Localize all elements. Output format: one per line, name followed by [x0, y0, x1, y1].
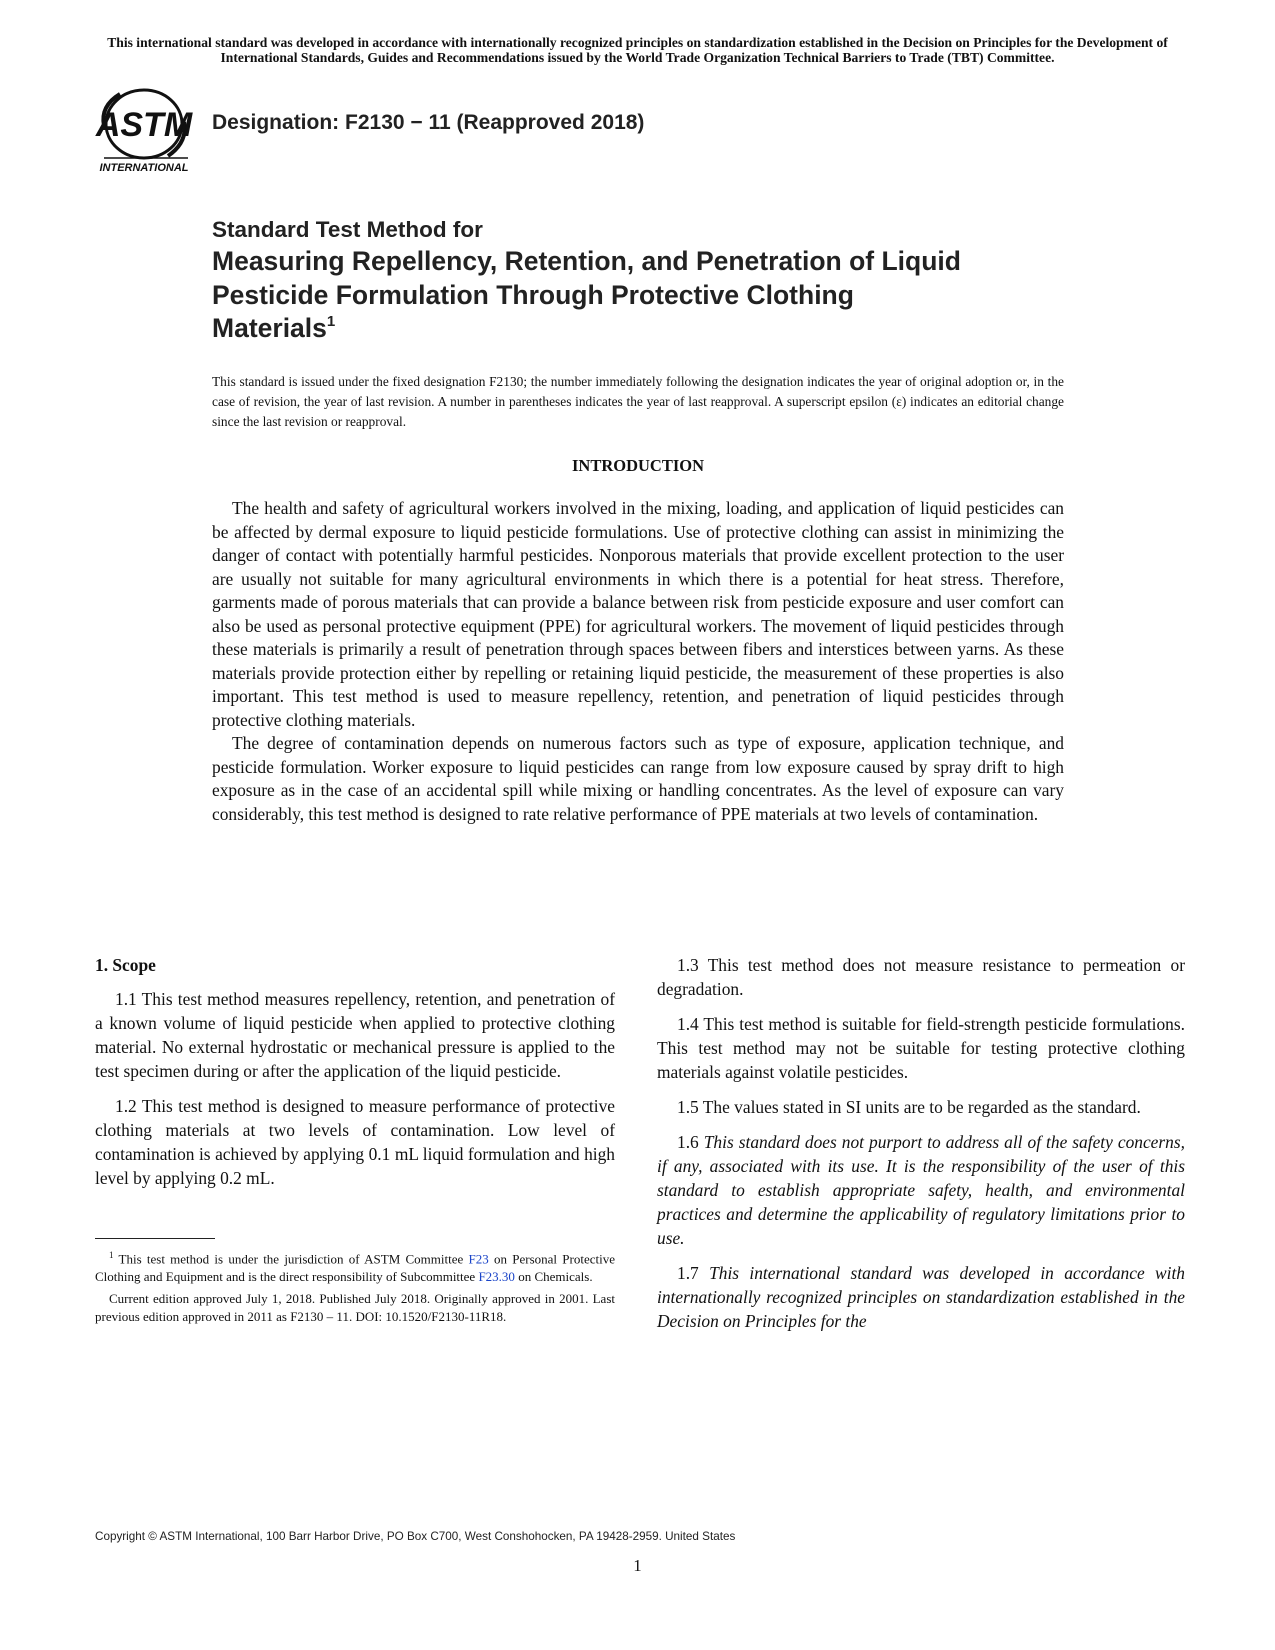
title-line-2: Pesticide Formulation Through Protective Clothing [212, 279, 854, 310]
introduction-body [212, 497, 1064, 826]
committee-f23-link[interactable]: F23 [468, 1251, 489, 1267]
section-text: This standard does not purport to address all of the safety concerns, if any, associated with its use. It is the responsibility of the user of this standard to establish appropriate safety, health, and environmental practices and determine the applicability of regulatory limitations prior to use. [657, 1132, 1185, 1248]
page-number: 1 [633, 1556, 642, 1575]
introduction-paragraph-1: The health and safety of agricultural workers involved in the mixing, loading, and application of liquid pesticides can be affected by dermal exposure to liquid pesticide formulations. Use of protective clothing can assist in minimizing the danger of contact with potentially harmful pesticides. Nonporous materials that provide excellent protection to the user are usually not suitable for many agricultural environments in which there is a potential for heat stress. Therefore, garments made of porous materials that can provide a balance between risk from pesticide exposure and user comfort can also be used as personal protective equipment (PPE) for agricultural workers. The movement of liquid pesticides through these materials is primarily a result of penetration through spaces between fibers and interstices between yarns. As these materials provide protection either by repelling or retaining liquid pesticide, the measurement of these properties is also important. This test method is used to measure repellency, retention, and penetration of liquid pesticides through protective clothing materials. [212, 498, 1064, 730]
designation: Designation: F2130 − 11 (Reapproved 2018) [212, 111, 645, 134]
title-prefix: Standard Test Method for [212, 217, 483, 242]
section-1-2 [95, 1094, 615, 1190]
scope-heading: 1. Scope [95, 955, 156, 975]
section-text: This test method is suitable for field-strength pesticide formulations. This test method may not be suitable for testing protective clothing materials against volatile pesticides. [657, 1014, 1185, 1082]
footnote-text: This test method is under the jurisdiction of ASTM Committee [118, 1251, 469, 1267]
logo-text: INTERNATIONAL [99, 162, 189, 174]
section-1-5 [657, 1095, 1185, 1119]
footnote-1 [95, 1246, 615, 1286]
title-footnote-mark: 1 [326, 313, 336, 330]
left-column [95, 953, 615, 1201]
section-1-3 [657, 953, 1185, 1001]
section-number: 1.1 [115, 989, 137, 1009]
section-number: 1.7 [677, 1263, 699, 1283]
copyright-line: Copyright © ASTM International, 100 Barr Harbor Drive, PO Box C700, West Conshohocken, PA 19428-2959. United States [95, 1530, 736, 1543]
section-text: This test method is designed to measure performance of protective clothing materials at two levels of contamination. Low level of contamination is achieved by applying 0.1 mL liquid formulation and high level by applying 0.2 mL. [95, 1096, 615, 1188]
section-1-4 [657, 1012, 1185, 1084]
section-text: This test method measures repellency, retention, and penetration of a known volume of liquid pesticide when applied to protective clothing material. No external hydrostatic or mechanical pressure is applied to the test specimen during or after the application of the liquid pesticide. [95, 989, 615, 1081]
title-line-1: Measuring Repellency, Retention, and Penetration of Liquid [212, 246, 961, 276]
logo-letters: ASTM [95, 106, 193, 144]
title-line-3-text: Materials [212, 313, 327, 343]
footnote-mark: 1 [109, 1250, 114, 1260]
footnote-text: on Chemicals. [514, 1269, 593, 1285]
title-line-3 [212, 312, 1112, 346]
section-number: 1.6 [677, 1132, 699, 1152]
astm-logo-icon [90, 86, 198, 178]
section-1-1 [95, 987, 615, 1083]
footnote-divider [95, 1238, 215, 1239]
title-block [212, 215, 1112, 346]
section-number: 1.3 [677, 955, 699, 975]
wto-banner: This international standard was developed in accordance with internationally recognized principles on standardization established in the Decision on Principles for the Development of International Standards, Guides and Recommendations issued by the World Trade Organization Technical Barriers to Trade (TBT) Committee. [107, 35, 1168, 65]
section-number: 1.2 [115, 1096, 137, 1116]
section-number: 1.5 [677, 1097, 699, 1117]
subcommittee-f23-30-link[interactable]: F23.30 [478, 1269, 515, 1285]
footnote-text: on Personal Protective Clothing and Equipment and is the direct responsibility of Subcommittee [95, 1251, 616, 1285]
introduction-paragraph-2: The degree of contamination depends on numerous factors such as type of exposure, application technique, and pesticide formulation. Worker exposure to liquid pesticides can range from low exposure caused by spray drift to high exposure as in the case of an accidental spill while mixing or handling concentrates. As the level of exposure can vary considerably, this test method is designed to rate relative performance of PPE materials at two levels of contamination. [212, 733, 1064, 824]
section-text: This international standard was developed in accordance with internationally recognized principles on standardization established in the Decision on Principles for the [657, 1263, 1185, 1331]
footnote-edition: Current edition approved July 1, 2018. Published July 2018. Originally approved in 2001. Last previous edition approved in 2011 as F2130 – 11. DOI: 10.1520/F2130-11R18. [95, 1291, 615, 1325]
section-number: 1.4 [677, 1014, 699, 1034]
right-column [657, 953, 1185, 1344]
footnotes [95, 1246, 615, 1330]
section-text: This test method does not measure resistance to permeation or degradation. [657, 955, 1185, 999]
introduction-heading: INTRODUCTION [571, 456, 705, 475]
issuance-note: This standard is issued under the fixed designation F2130; the number immediately following the designation indicates the year of original adoption or, in the case of revision, the year of last revision. A number in parentheses indicates the year of last reapproval. A superscript epsilon (ε) indicates an editorial change since the last revision or reapproval. [212, 374, 1064, 429]
section-1-7 [657, 1261, 1185, 1333]
section-text: The values stated in SI units are to be regarded as the standard. [702, 1097, 1141, 1117]
section-1-6 [657, 1130, 1185, 1250]
